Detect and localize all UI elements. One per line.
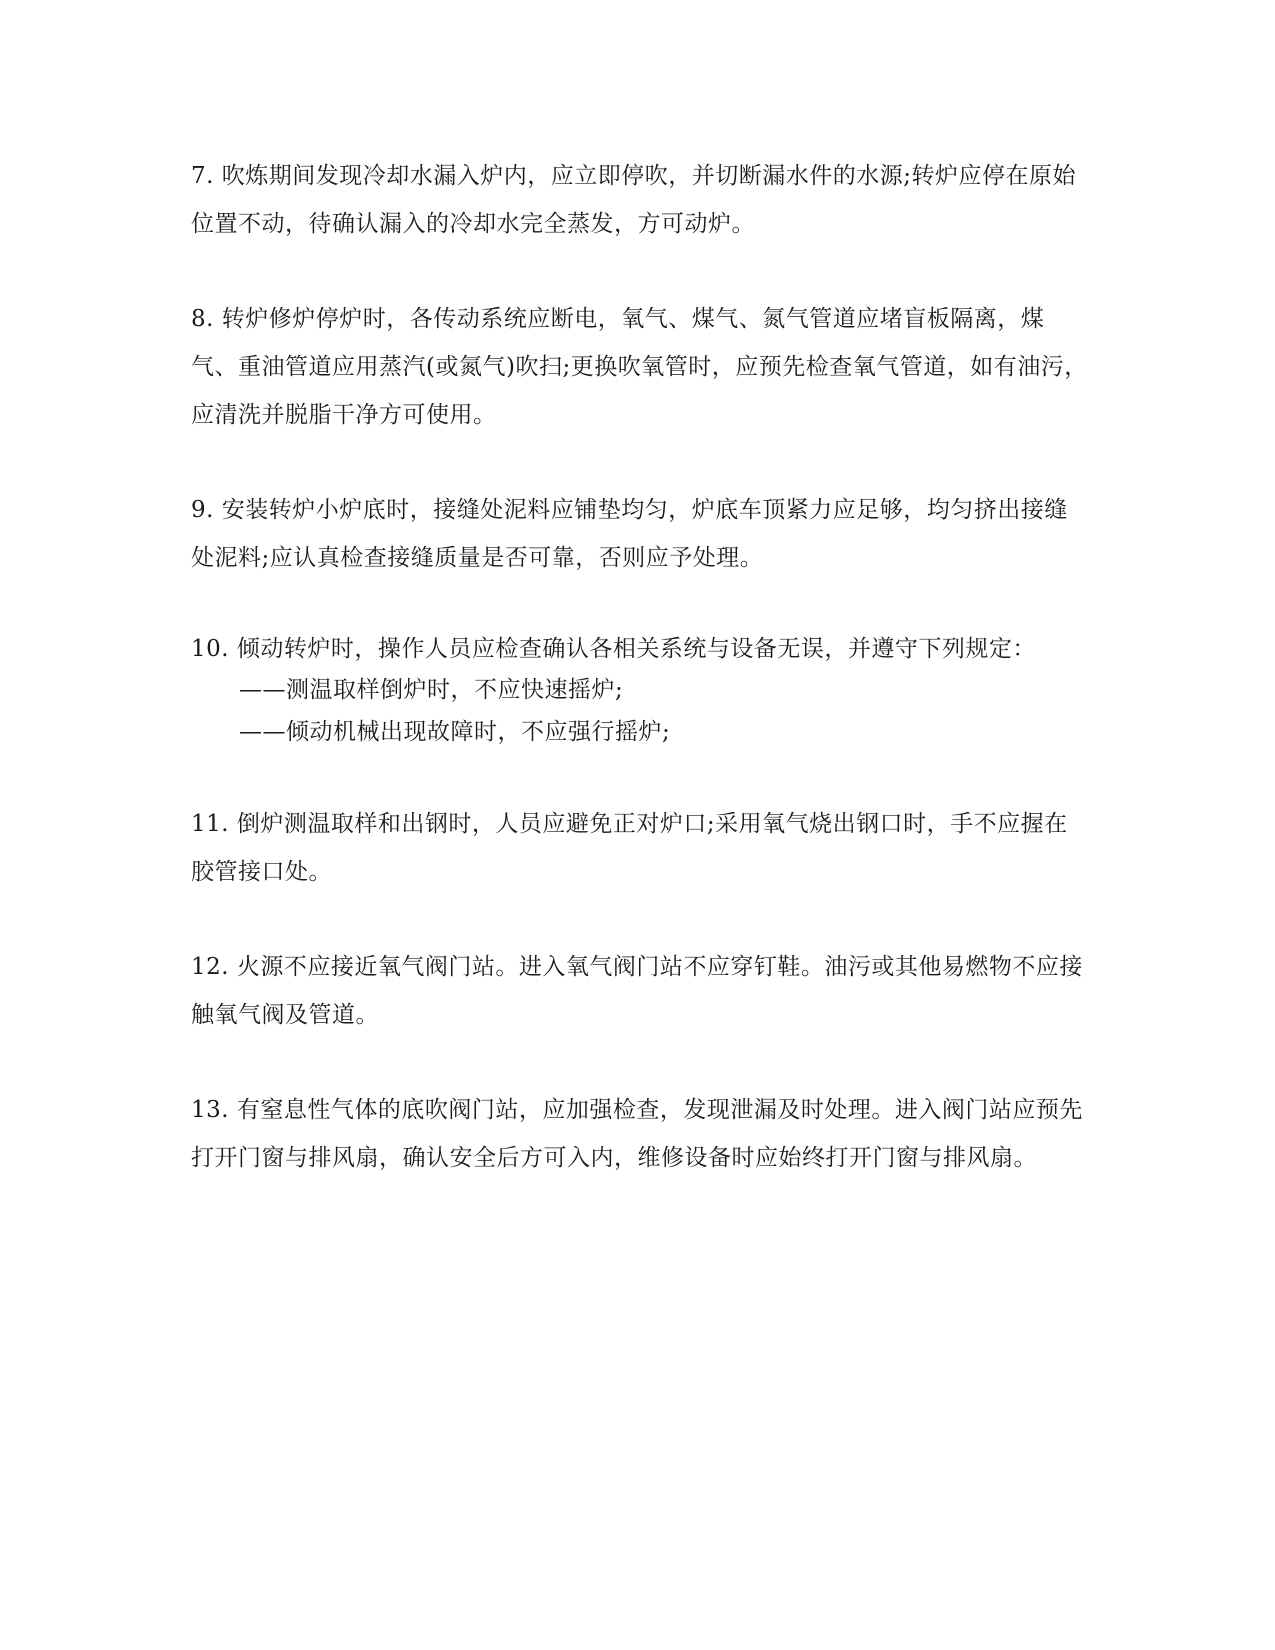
paragraph-13: 13. 有窒息性气体的底吹阀门站，应加强检查，发现泄漏及时处理。进入阀门站应预先打开门窗与排风扇，确认安全后方可入内，维修设备时应始终打开门窗与排风扇。 xyxy=(191,1097,1083,1171)
paragraph-11: 11. 倒炉测温取样和出钢时，人员应避免正对炉口;采用氧气烧出钢口时，手不应握在胶管接口处。 xyxy=(191,811,1068,885)
paragraph-12: 12. 火源不应接近氧气阀门站。进入氧气阀门站不应穿钉鞋。油污或其他易燃物不应接触氧气阀及管道。 xyxy=(191,954,1083,1028)
document-body xyxy=(191,152,1091,1182)
paragraph-8: 8. 转炉修炉停炉时，各传动系统应断电，氧气、煤气、氮气管道应堵盲板隔离，煤气、重油管道应用蒸汽(或氮气)吹扫;更换吹氧管时，应预先检查氧气管道，如有油污，应清洗并脱脂干净方可使用。 xyxy=(191,306,1088,428)
paragraph-10-heading: 10. 倾动转炉时，操作人员应检查确认各相关系统与设备无误，并遵守下列规定： xyxy=(191,636,1036,662)
rule-item: ——倾动机械出现故障时，不应强行摇炉; xyxy=(239,719,671,745)
paragraph-9: 9. 安装转炉小炉底时，接缝处泥料应铺垫均匀，炉底车顶紧力应足够，均匀挤出接缝处泥料;应认真检查接缝质量是否可靠，否则应予处理。 xyxy=(191,497,1068,571)
paragraph-7: 7. 吹炼期间发现冷却水漏入炉内，应立即停吹，并切断漏水件的水源;转炉应停在原始位置不动，待确认漏入的冷却水完全蒸发，方可动炉。 xyxy=(191,163,1077,237)
paragraph-10 xyxy=(191,629,1091,753)
rule-item: ——测温取样倒炉时，不应快速摇炉; xyxy=(239,677,624,703)
